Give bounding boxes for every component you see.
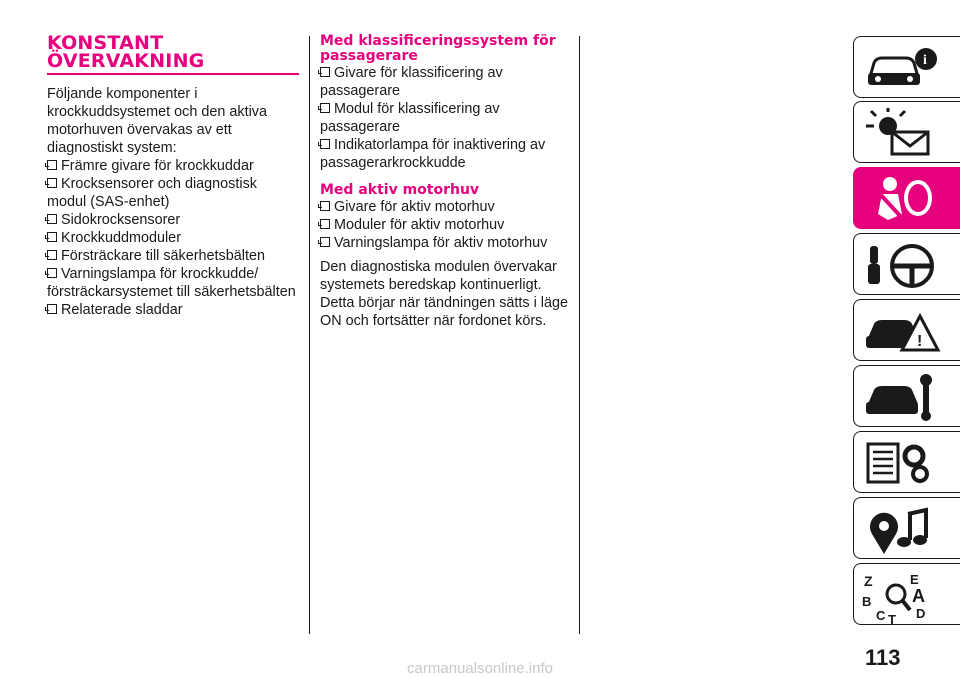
column-divider (309, 36, 310, 634)
list-item: Sidokrocksensorer (47, 211, 299, 229)
svg-text:A: A (912, 586, 925, 606)
lights-envelope-icon (862, 108, 942, 158)
tab-index[interactable] (853, 563, 960, 625)
middle-column (320, 34, 572, 330)
bullet-icon (47, 232, 57, 242)
list-item: Indikatorlampa för inaktivering av passagerarkrockkudde (320, 137, 546, 171)
list-item: Krockkuddmoduler (47, 229, 299, 247)
tab-maintenance[interactable] (853, 365, 960, 427)
list-item: Modul för klassificering av passagerare (320, 101, 500, 135)
bullet-icon (47, 160, 57, 170)
svg-text:T: T (888, 612, 896, 624)
svg-text:C: C (876, 608, 886, 623)
list-item: Försträckare till säkerhetsbälten (47, 247, 299, 265)
intro-paragraph: Följande komponenter i krockkuddsystemet och den aktiva motorhuven övervakas av ett diagnostiskt system: (47, 86, 267, 156)
bullet-icon (320, 67, 330, 77)
tab-starting-driving[interactable] (853, 233, 960, 295)
bullet-icon (47, 250, 57, 260)
section-title-line-1: KONSTANT (47, 32, 164, 54)
alphabetical-index-icon (862, 570, 942, 624)
monitoring-paragraph: Den diagnostiska modulen övervakar systemets beredskap kontinuerligt. Detta börjar när tändningen sätts i läge ON och fortsätter när fordonet körs. (320, 259, 568, 329)
location-music-icon (862, 504, 942, 558)
active-hood-list (320, 198, 572, 252)
svg-text:B: B (862, 594, 872, 609)
bullet-icon (320, 139, 330, 149)
list-item: Moduler för aktiv motorhuv (320, 216, 572, 234)
list-item: Varningslampa för krockkudde/ försträckarsystemet till säkerhetsbälten (47, 266, 296, 300)
bullet-icon (320, 237, 330, 247)
svg-text:E: E (910, 572, 919, 587)
bullet-icon (47, 178, 57, 188)
tab-technical-data[interactable] (853, 431, 960, 493)
section-title-line-2: ÖVERVAKNING (47, 50, 205, 72)
car-breakdown-warning-icon (862, 306, 942, 356)
bullet-icon (320, 219, 330, 229)
bullet-icon (47, 304, 57, 314)
tab-car-info[interactable] (853, 36, 960, 98)
list-item: Varningslampa för aktiv motorhuv (320, 234, 572, 252)
component-list (47, 157, 299, 319)
tab-emergency[interactable] (853, 299, 960, 361)
bullet-icon (320, 103, 330, 113)
bullet-icon (47, 268, 57, 278)
section-title (47, 34, 299, 75)
key-steering-wheel-icon (862, 240, 942, 290)
bullet-icon (320, 201, 330, 211)
list-item: Givare för klassificering av passagerare (320, 65, 503, 99)
list-item: Givare för aktiv motorhuv (320, 198, 572, 216)
car-info-icon (862, 43, 942, 93)
list-item: Relaterade sladdar (47, 301, 299, 319)
list-gears-icon (862, 438, 942, 488)
tab-safety[interactable] (853, 167, 960, 229)
list-item: Krocksensorer och diagnostisk modul (SAS-enhet) (47, 176, 257, 210)
airbag-seatbelt-icon (862, 174, 942, 228)
car-wrench-icon (862, 372, 942, 422)
svg-text:Z: Z (864, 573, 873, 589)
tab-lights-messages[interactable] (853, 101, 960, 163)
bullet-icon (47, 214, 57, 224)
subheading-active-hood: Med aktiv motorhuv (320, 182, 480, 198)
watermark: carmanualsonline.info (407, 660, 553, 677)
column-divider (579, 36, 580, 634)
subheading-passenger-classification: Med klassificeringssystem för passagerare (320, 33, 556, 64)
left-column (47, 34, 299, 319)
page-number: 113 (865, 645, 901, 670)
svg-text:!: ! (917, 333, 923, 350)
list-item: Främre givare för krockkuddar (47, 157, 299, 175)
svg-text:D: D (916, 606, 926, 621)
svg-text:i: i (923, 53, 927, 68)
passenger-classification-list (320, 64, 572, 172)
tab-multimedia[interactable] (853, 497, 960, 559)
